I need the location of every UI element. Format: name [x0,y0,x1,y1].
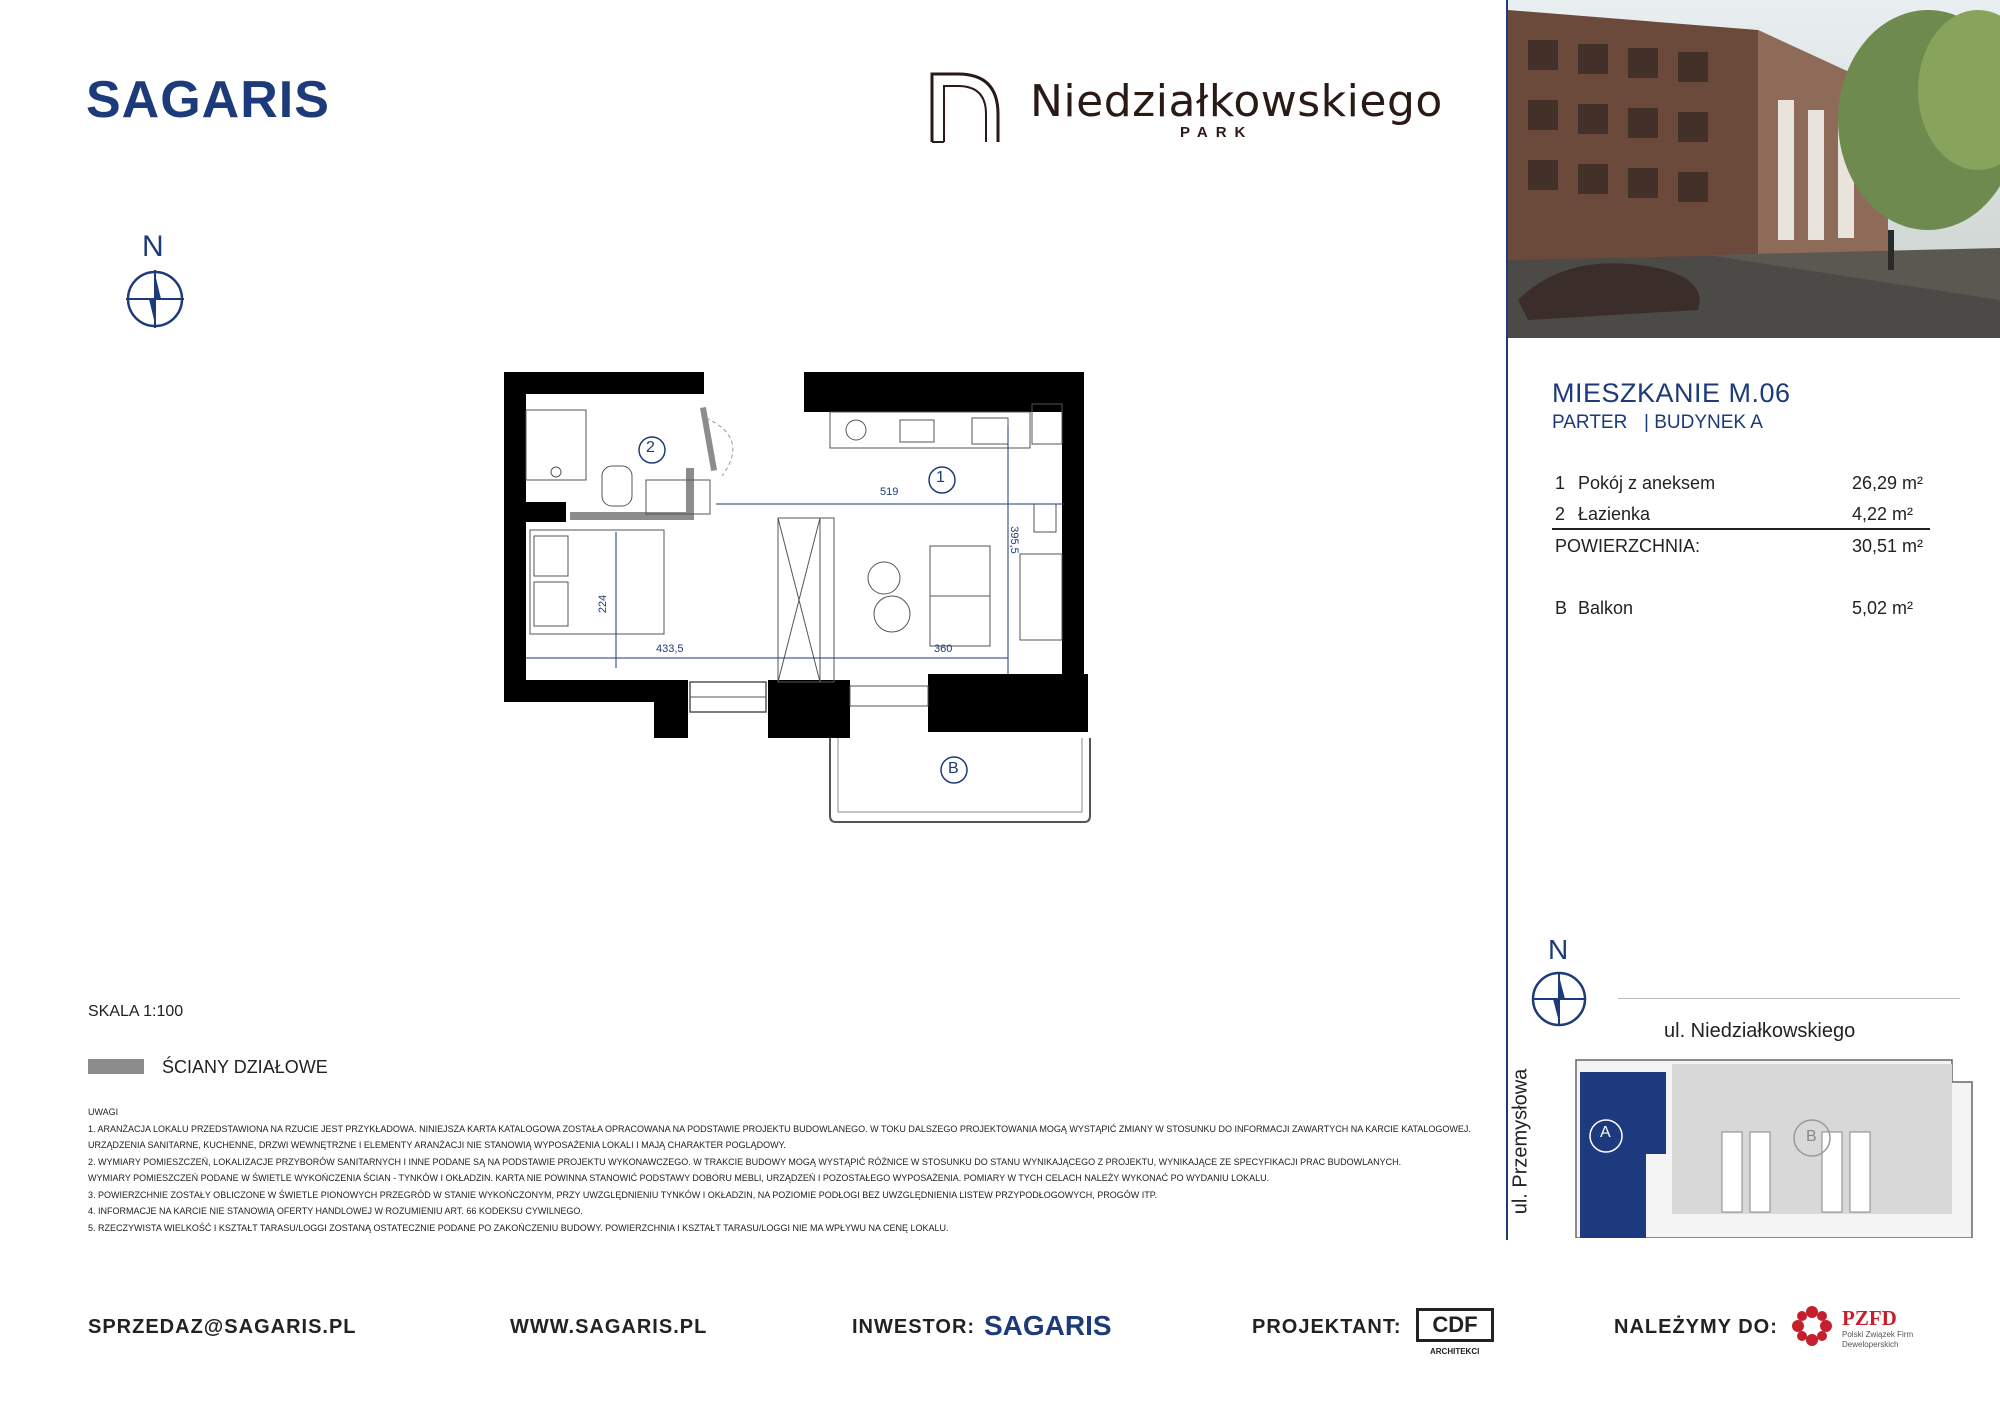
total-area: 30,51 m² [1852,536,1924,556]
designer-label: PROJEKTANT: [1252,1316,1402,1338]
wall-left [504,372,526,702]
building-b-label: B [1806,1128,1817,1145]
room-2-name: Łazienka [1578,504,1651,524]
dimension-433: 433,5 [656,643,684,655]
site-compass-icon [1530,970,1588,1028]
note-line: 4. INFORMACJE NA KARCIE NIE STANOWIĄ OFERTY HANDLOWEJ W ROZUMIENIU ART. 66 KODEKSU CYWILNEGO. [88,1206,583,1216]
note-line: URZĄDZENIA SANITARNE, KUCHENNE, DRZWI WEWNĘTRZNE I ELEMENTY ARANŻACJI NIE STANOWIĄ WYPOSAŻENIA LOKALI I MAJĄ CHARAKTER POGLĄDOWY. [88,1140,786,1150]
sagaris-logo: SAGARIS [86,71,330,129]
niedzialkowskiego-logo-mark [928,68,1028,144]
note-line: WYMIARY POMIESZCZEŃ PODANE W ŚWIETLE WYKOŃCZENIA ŚCIAN - TYNKÓW I OKŁADZIN. KARTA NIE POWINNA STANOWIĆ PODSTAWY DOBORU MEBLI, URZĄDZEŃ I POZOSTAŁEGO WYPOSAŻENIA. POMIARY W TYCH CELACH NALEŻY WYKONAĆ PO WYDANIU LOKALU. [88,1173,1270,1183]
site-plan-map [1572,1052,1992,1238]
dimension-360: 360 [934,643,953,655]
street-line [1618,998,1960,999]
room-1-area: 26,29 m² [1852,473,1924,493]
room-2-area: 4,22 m² [1852,504,1914,524]
room-1-number: 1 [1555,473,1566,493]
building-a-label: A [1600,1124,1611,1141]
website-link[interactable]: WWW.SAGARIS.PL [510,1316,708,1338]
room-1-name: Pokój z aneksem [1578,473,1716,493]
note-line: 3. POWIERZCHNIE ZOSTAŁY OBLICZONE W ŚWIETLE PIONOWYCH PRZEGRÓD W STANIE WYKOŃCZONYM, PRZY UWZGLĘDNIENIU TYNKÓW I OKŁADZIN, NA POZIOMIE PODŁOGI BEZ UWZGLĘDNIENIA LISTEW PRZYPODŁOGOWYCH, PROGÓW ITP. [88,1189,1158,1200]
partition-label: ŚCIANY DZIAŁOWE [162,1057,328,1077]
room-2-marker: 2 [646,439,655,456]
street-left-label: ul. Przemysłowa [1509,1068,1532,1215]
note-line: 2. WYMIARY POMIESZCZEŃ, LOKALIZACJE PRZYBORÓW SANITARNYCH I INNE PODANE SĄ NA PODSTAWIE PROJEKTU WYKONAWCZEGO. W TRAKCIE BUDOWY MOGĄ WYSTĄPIĆ RÓŻNICE W STOSUNKU DO STANU WYNIKAJĄCEGO Z PROJEKTU, WYNIKAJĄCE ZE SPECYFIKACJI PRAC BUDOWLANYCH. [88,1156,1402,1167]
investor-label: INWESTOR: [852,1316,976,1338]
member-label: NALEŻYMY DO: [1614,1316,1778,1338]
wall-top-left [504,372,704,394]
designer-sub: ARCHITEKCI [1430,1347,1480,1356]
investor-logo: SAGARIS [984,1310,1112,1341]
apartment-title: MIESZKANIE M.06 [1552,378,1791,408]
designer-logo: CDF [1416,1308,1494,1342]
apartment-building: | BUDYNEK A [1644,412,1763,433]
project-name: Niedziałkowskiego [1030,76,1443,127]
compass-north-label: N [142,230,164,263]
dimension-395: 395,5 [1007,526,1020,554]
wall-pier-2 [768,680,850,738]
table-divider [1552,528,1930,530]
balcony-name: Balkon [1578,598,1634,618]
room-2-number: 2 [1555,504,1566,524]
dimension-519: 519 [880,486,899,498]
note-line: 5. RZECZYWISTA WIELKOŚĆ I KSZTAŁT TARASU/LOGGI ZOSTANĄ OSTATECZNIE PODANE PO ZAKOŃCZENIU BUDOWY. POWIERZCHNIA I KSZTAŁT TARASU/LOGGI NIE MA WPŁYWU NA CENĘ LOKALU. [88,1222,949,1233]
partition-swatch [88,1059,144,1074]
wall-right [1062,372,1084,684]
scale-label: SKALA 1:100 [88,1003,184,1020]
notes-heading: UWAGI [88,1107,119,1117]
compass-icon [124,268,186,330]
wall-bottom-left [504,680,654,702]
balcony-number: B [1555,598,1568,618]
dimension-224: 224 [597,594,610,614]
balcony-area: 5,02 m² [1852,598,1914,618]
pzfd-logo: PZFD [1842,1306,1897,1330]
floor-plan [500,368,1100,828]
site-north-label: N [1548,934,1569,965]
apartment-floor: PARTER [1552,412,1628,433]
pzfd-sub: Polski Związek Firm Deweloperskich [1842,1330,1914,1349]
street-top-label: ul. Niedziałkowskiego [1664,1020,1856,1042]
wall-pier-3 [928,674,1088,732]
building-rendering [1508,0,2000,338]
balcony-marker: B [948,760,959,777]
wall-top-right [804,372,1084,412]
room-1-marker: 1 [936,469,945,486]
pzfd-flower-icon [1790,1304,1834,1348]
notes-block [88,1104,1471,1236]
note-line: 1. ARANŻACJA LOKALU PRZEDSTAWIONA NA RZUCIE JEST PRZYKŁADOWA. NINIEJSZA KARTA KATALOGOWA ZOSTAŁA OPRACOWANA NA PODSTAWIE PROJEKTU BUDOWLANEGO. W TOKU DALSZEGO PROJEKTOWANIA MOGĄ WYSTĄPIĆ ZMIANY W STOSUNKU DO INFORMACJI ZAWARTYCH NA KARCIE KATALOGOWEJ. [88,1123,1471,1134]
wall-pier-1 [654,680,688,738]
email-link[interactable]: SPRZEDAZ@SAGARIS.PL [88,1316,357,1338]
total-label: POWIERZCHNIA: [1555,536,1701,556]
project-subtitle: PARK [1180,124,1254,141]
